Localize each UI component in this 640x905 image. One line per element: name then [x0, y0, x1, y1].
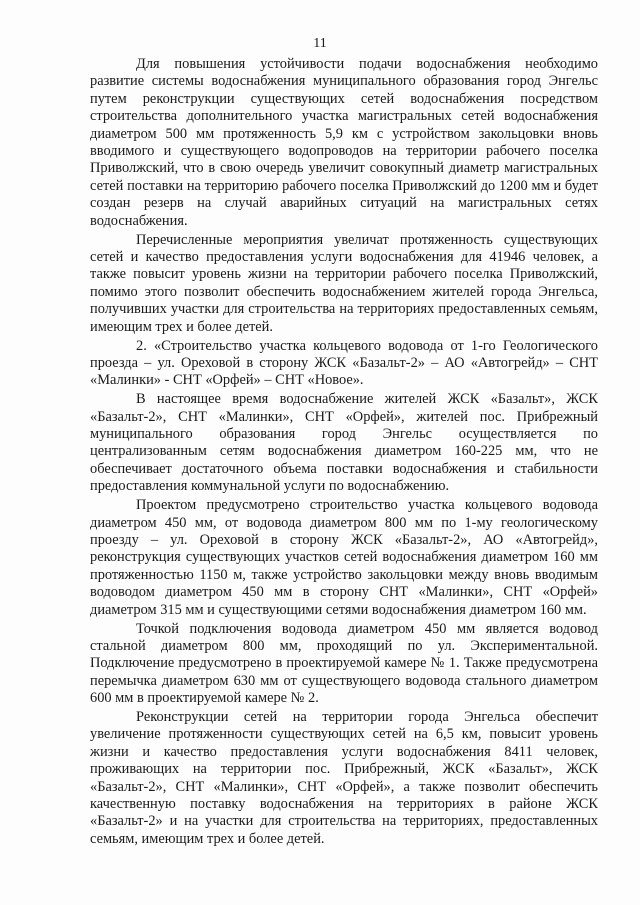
paragraph: 2. «Строительство участка кольцевого водовода от 1-го Геологического проезда – ул. Ореховой в сторону ЖСК «Базальт-2» – АО «Автогрейд» – СНТ «Малинки» - СНТ «Орфей» – СНТ «Новое». — [90, 337, 598, 389]
paragraph: Перечисленные мероприятия увеличат протяженность существующих сетей и качество предоставления услуги водоснабжения для 41946 человек, а также повысит уровень жизни на территории рабочего поселка Приволжский, помимо этого позволит обеспечить водоснабжением жителей города Энгельса, получивших участки для строительства на территориях предоставленных семьям, имеющим трех и более детей. — [90, 231, 598, 335]
page-number: 11 — [313, 36, 327, 51]
paragraph: Точкой подключения водовода диаметром 450 мм является водовод стальной диаметром 800 мм, проходящий по ул. Экспериментальной. Подключение предусмотрено в проектируемой камере № 1. Также предусмотрена перемычка диаметром 630 мм от существующего водовода стального диаметром 600 мм в проектируемой камере № 2. — [90, 620, 598, 707]
document-body — [90, 56, 598, 850]
paragraph: Проектом предусмотрено строительство участка кольцевого водовода диаметром 450 мм, от водовода диаметром 800 мм по 1-му геологическому проезду – ул. Ореховой в сторону ЖСК «Базальт-2», АО «Автогрейд», реконструкция существующих участков сетей водоснабжения диаметром 160 мм протяженностью 1150 м, также устройство закольцовки между вновь вводимым водоводом диаметром 450 мм в сторону СНТ «Малинки», СНТ «Орфей» диаметром 315 мм и существующими сетями водоснабжения диаметром 160 мм. — [90, 497, 598, 618]
paragraph: Для повышения устойчивости подачи водоснабжения необходимо развитие системы водоснабжения муниципального образования город Энгельс путем реконструкции существующих сетей водоснабжения посредством строительства дополнительного участка магистральных сетей водоснабжения диаметром 500 мм протяженность 5,9 км с устройством закольцовки вновь вводимого и существующего водопроводов на территории рабочего поселка Приволжский, что в свою очередь увеличит совокупный диаметр магистральных сетей поставки на территорию рабочего поселка Приволжский до 1200 мм и будет создан резерв на случай аварийных ситуаций на магистральных сетях водоснабжения. — [90, 56, 598, 229]
paragraph: Реконструкции сетей на территории города Энгельса обеспечит увеличение протяженности существующих сетей на 6,5 км, повысит уровень жизни и качество предоставления услуги водоснабжения 8411 человек, проживающих на территории пос. Прибрежный, ЖСК «Базальт», ЖСК «Базальт-2», СНТ «Малинки», СНТ «Орфей», а также позволит обеспечить качественную поставку водоснабжения на территориях в районе ЖСК «Базальт-2» и на участки для строительства на территориях, предоставленных семьям, имеющим трех и более детей. — [90, 709, 598, 847]
paragraph: В настоящее время водоснабжение жителей ЖСК «Базальт», ЖСК «Базальт-2», СНТ «Малинки», СНТ «Орфей», жителей пос. Прибрежный муниципального образования город Энгельс осуществляется по централизованным сетям водоснабжения диаметром 160-225 мм, что не обеспечивает достаточного объема поставки водоснабжения и стабильности предоставления коммунальной услуги по водоснабжению. — [90, 391, 598, 495]
